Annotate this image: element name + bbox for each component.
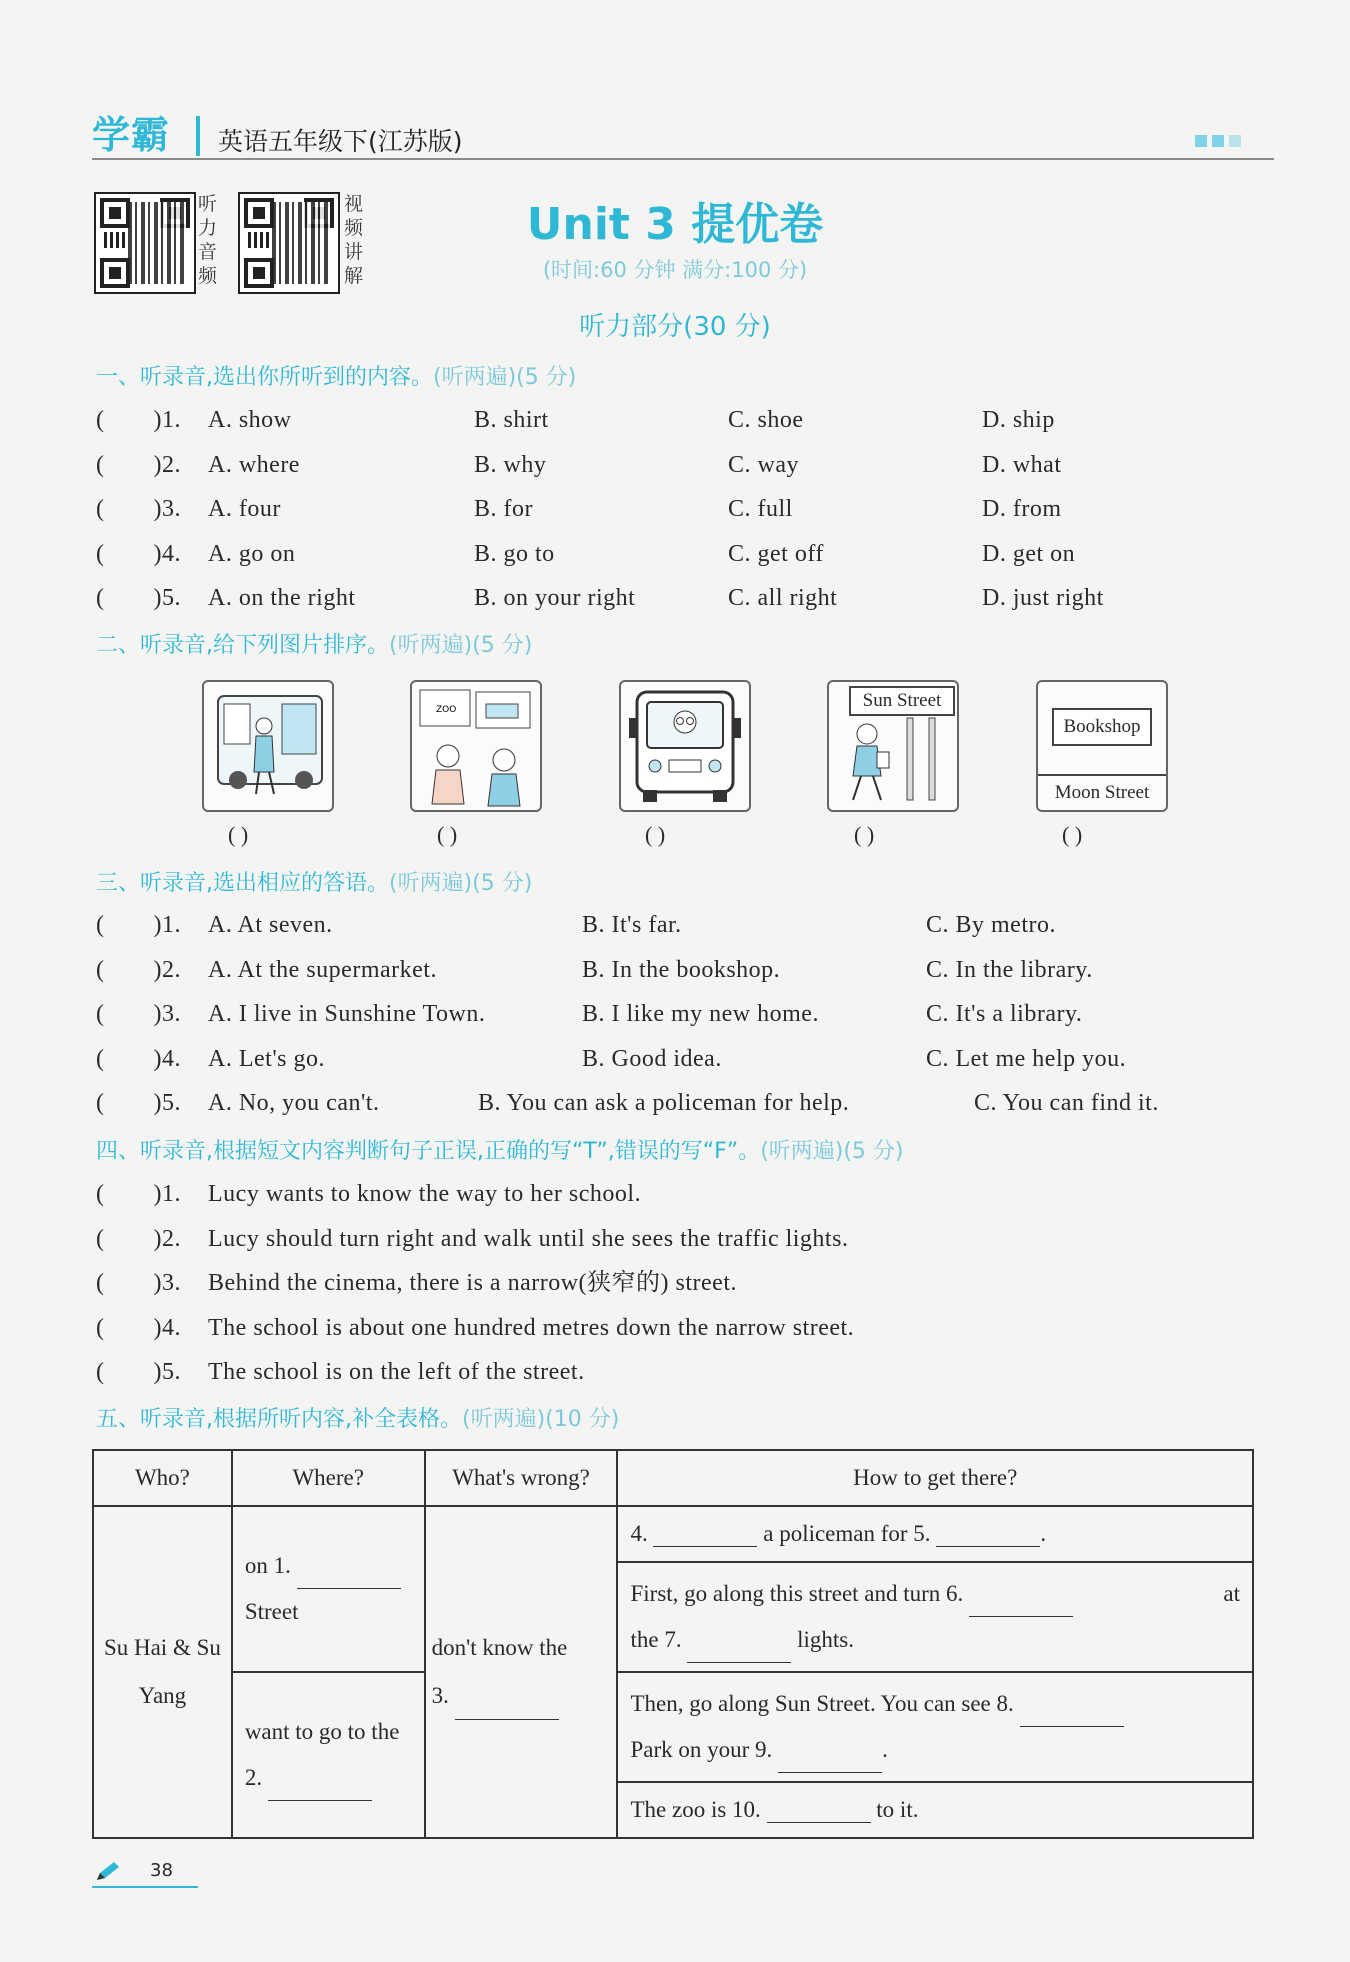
- option-b: B. Good idea.: [582, 1045, 722, 1072]
- option-c: C. In the library.: [926, 956, 1093, 983]
- how-3-text: Then, go along Sun Street. You can see 8.: [630, 1691, 1014, 1716]
- option-b: B. I like my new home.: [582, 1001, 819, 1027]
- pencil-icon: [94, 1860, 122, 1884]
- video-explain-label: 视频讲解: [344, 193, 364, 287]
- option-c: C. get off: [728, 540, 824, 567]
- option-c: C. It's a library.: [926, 1001, 1083, 1027]
- blank-9[interactable]: [778, 1772, 882, 1773]
- section4-instructions: 四、听录音,根据短文内容判断句子正误,正确的写“T”,错误的写“F”。: [96, 1139, 761, 1164]
- section5-instructions: 五、听录音,根据所听内容,补全表格。: [96, 1407, 462, 1432]
- answer-blank[interactable]: ( )5.: [96, 1359, 181, 1385]
- picture-sun-street: [827, 680, 959, 812]
- blank-1[interactable]: [297, 1588, 401, 1589]
- sign-divider: [1038, 774, 1166, 776]
- answer-blank[interactable]: ( )4.: [96, 540, 181, 567]
- section2-note: (听两遍)(5 分): [389, 633, 533, 658]
- option-a: A. four: [208, 496, 281, 522]
- how-4-text: to it.: [876, 1797, 919, 1822]
- listen-audio-label: 听力音频: [198, 193, 218, 287]
- blank-10[interactable]: [767, 1822, 871, 1823]
- blank-2[interactable]: [268, 1800, 372, 1801]
- how-cell-2: [617, 1562, 1253, 1672]
- option-b: B. why: [474, 451, 547, 478]
- picture2-answer-blank[interactable]: ( ): [437, 822, 458, 847]
- section3-heading: [96, 866, 532, 897]
- section4-note: (听两遍)(5 分): [760, 1139, 904, 1164]
- answer-blank[interactable]: ( )1.: [96, 912, 181, 938]
- wrong-cell: [425, 1506, 618, 1838]
- picture-zoo-directions: [410, 680, 542, 812]
- option-c: C. You can find it.: [974, 1090, 1159, 1116]
- option-c: C. By metro.: [926, 912, 1056, 938]
- option-c: C. full: [728, 496, 793, 522]
- option-c: C. way: [728, 451, 799, 478]
- picture4-answer-blank[interactable]: ( ): [854, 822, 875, 847]
- option-b: B. for: [474, 496, 533, 522]
- page-title: Unit 3 提优卷: [526, 199, 824, 250]
- header-who: Who?: [93, 1450, 232, 1506]
- section5-heading: [96, 1402, 619, 1433]
- option-d: D. just right: [982, 585, 1104, 611]
- where-1-street: Street: [244, 1599, 299, 1624]
- answer-blank[interactable]: ( )3.: [96, 1001, 181, 1027]
- statement-text: Behind the cinema, there is a narrow(狭窄的) street.: [208, 1270, 737, 1296]
- picture-bookshop-moon-street: [1036, 680, 1168, 812]
- where-1-label: on 1.: [244, 1553, 291, 1578]
- header-how-to-get-there: How to get there?: [617, 1450, 1253, 1506]
- footer-rule: [92, 1886, 198, 1888]
- who-cell: Su Hai & Su Yang: [93, 1506, 232, 1838]
- section1-note: (听两遍)(5 分): [433, 365, 577, 390]
- option-a: A. go on: [208, 540, 296, 567]
- header-where: Where?: [232, 1450, 425, 1506]
- answer-blank[interactable]: ( )2.: [96, 1225, 181, 1252]
- section5-note: (听两遍)(10 分): [462, 1407, 620, 1432]
- option-a: A. I live in Sunshine Town.: [208, 1001, 486, 1027]
- book-title: 英语五年级下(江苏版): [218, 127, 463, 156]
- section2-heading: [96, 628, 532, 659]
- part-title: 听力部分(30 分): [579, 312, 771, 342]
- option-a: A. Let's go.: [208, 1045, 325, 1072]
- blank-6[interactable]: [969, 1616, 1073, 1617]
- option-b: B. You can ask a policeman for help.: [478, 1090, 850, 1116]
- blank-4-label: 4.: [630, 1521, 648, 1546]
- section1-heading: [96, 360, 576, 391]
- answer-blank[interactable]: ( )2.: [96, 956, 181, 983]
- section3-note: (听两遍)(5 分): [389, 871, 533, 896]
- option-a: A. on the right: [208, 585, 356, 611]
- moon-street-sign: Moon Street: [1054, 782, 1150, 803]
- option-d: D. ship: [982, 407, 1055, 433]
- answer-blank[interactable]: ( )4.: [96, 1314, 181, 1341]
- wrong-text: don't know the: [431, 1635, 568, 1660]
- answer-blank[interactable]: ( )2.: [96, 451, 181, 478]
- where-cell-1: [232, 1506, 425, 1672]
- where-2-label: want to go to the 2.: [244, 1719, 400, 1790]
- where-cell-2: [232, 1672, 425, 1838]
- section1-instructions: 一、听录音,选出你所听到的内容。: [96, 365, 433, 390]
- section2-instructions: 二、听录音,给下列图片排序。: [96, 633, 389, 658]
- how-cell-1: 4. a policeman for 5. .: [617, 1506, 1253, 1562]
- option-b: B. In the bookshop.: [582, 956, 781, 983]
- option-b: B. go to: [474, 540, 555, 567]
- option-d: D. what: [982, 451, 1062, 478]
- header-rule: [92, 158, 1274, 160]
- option-b: B. on your right: [474, 585, 636, 611]
- how-1-text: a policeman for 5.: [763, 1521, 931, 1546]
- statement-text: Lucy should turn right and walk until she sees the traffic lights.: [208, 1225, 849, 1252]
- statement-text: The school is about one hundred metres down the narrow street.: [208, 1314, 855, 1341]
- blank-7-label: the 7.: [630, 1627, 682, 1652]
- option-a: A. show: [208, 407, 292, 433]
- logo-divider: [196, 116, 200, 156]
- option-d: D. from: [982, 496, 1062, 522]
- picture-bus-driver: [619, 680, 751, 812]
- option-a: A. No, you can't.: [208, 1090, 380, 1116]
- picture1-answer-blank[interactable]: ( ): [228, 822, 249, 847]
- header-decoration: [1190, 134, 1241, 152]
- zoo-sign-text: ZOO: [436, 705, 457, 715]
- answer-blank[interactable]: ( )3.: [96, 496, 181, 522]
- how-3-park: Park on your 9.: [630, 1737, 773, 1762]
- statement-text: Lucy wants to know the way to her school.: [208, 1181, 642, 1207]
- sun-street-sign: Sun Street: [849, 686, 955, 716]
- blank-7[interactable]: [687, 1662, 791, 1663]
- option-c: C. shoe: [728, 407, 804, 433]
- how-cell-4: [617, 1782, 1253, 1838]
- answer-blank[interactable]: ( )1.: [96, 1181, 181, 1207]
- how-cell-3: Then, go along Sun Street. You can see 8. Park on your 9. .: [617, 1672, 1253, 1782]
- picture3-answer-blank[interactable]: ( ): [645, 822, 666, 847]
- picture5-answer-blank[interactable]: ( ): [1062, 822, 1083, 847]
- blank-10-label: The zoo is 10.: [630, 1797, 761, 1822]
- answer-blank[interactable]: ( )4.: [96, 1045, 181, 1072]
- blank-4[interactable]: [653, 1546, 757, 1547]
- how-2-at: at: [1223, 1581, 1240, 1606]
- bookshop-sign: Bookshop: [1052, 708, 1152, 746]
- option-c: C. all right: [728, 585, 838, 611]
- exam-info: (时间:60 分钟 满分:100 分): [542, 258, 808, 282]
- how-2-text: First, go along this street and turn 6.: [630, 1581, 964, 1606]
- blank-3[interactable]: [455, 1719, 559, 1720]
- option-c: C. Let me help you.: [926, 1045, 1127, 1072]
- fill-in-table: [92, 1449, 1254, 1839]
- picture-bus-boarding: [202, 680, 334, 812]
- option-b: B. It's far.: [582, 912, 682, 938]
- option-a: A. where: [208, 451, 300, 478]
- answer-blank[interactable]: ( )5.: [96, 1090, 181, 1116]
- blank-8[interactable]: [1020, 1726, 1124, 1727]
- publisher-logo: 学霸: [92, 113, 171, 157]
- page-number: 38: [150, 1860, 173, 1881]
- blank-3-label: 3.: [431, 1683, 449, 1708]
- header-whats-wrong: What's wrong?: [425, 1450, 618, 1506]
- section3-instructions: 三、听录音,选出相应的答语。: [96, 871, 389, 896]
- answer-blank[interactable]: ( )5.: [96, 585, 181, 611]
- option-a: A. At the supermarket.: [208, 956, 437, 983]
- answer-blank[interactable]: ( )3.: [96, 1270, 181, 1296]
- blank-5[interactable]: [936, 1546, 1040, 1547]
- option-d: D. get on: [982, 540, 1076, 567]
- how-2-lights: lights.: [797, 1627, 854, 1652]
- statement-text: The school is on the left of the street.: [208, 1359, 585, 1385]
- option-a: A. At seven.: [208, 912, 333, 938]
- answer-blank[interactable]: ( )1.: [96, 407, 181, 433]
- section4-heading: [96, 1134, 904, 1165]
- option-b: B. shirt: [474, 407, 549, 433]
